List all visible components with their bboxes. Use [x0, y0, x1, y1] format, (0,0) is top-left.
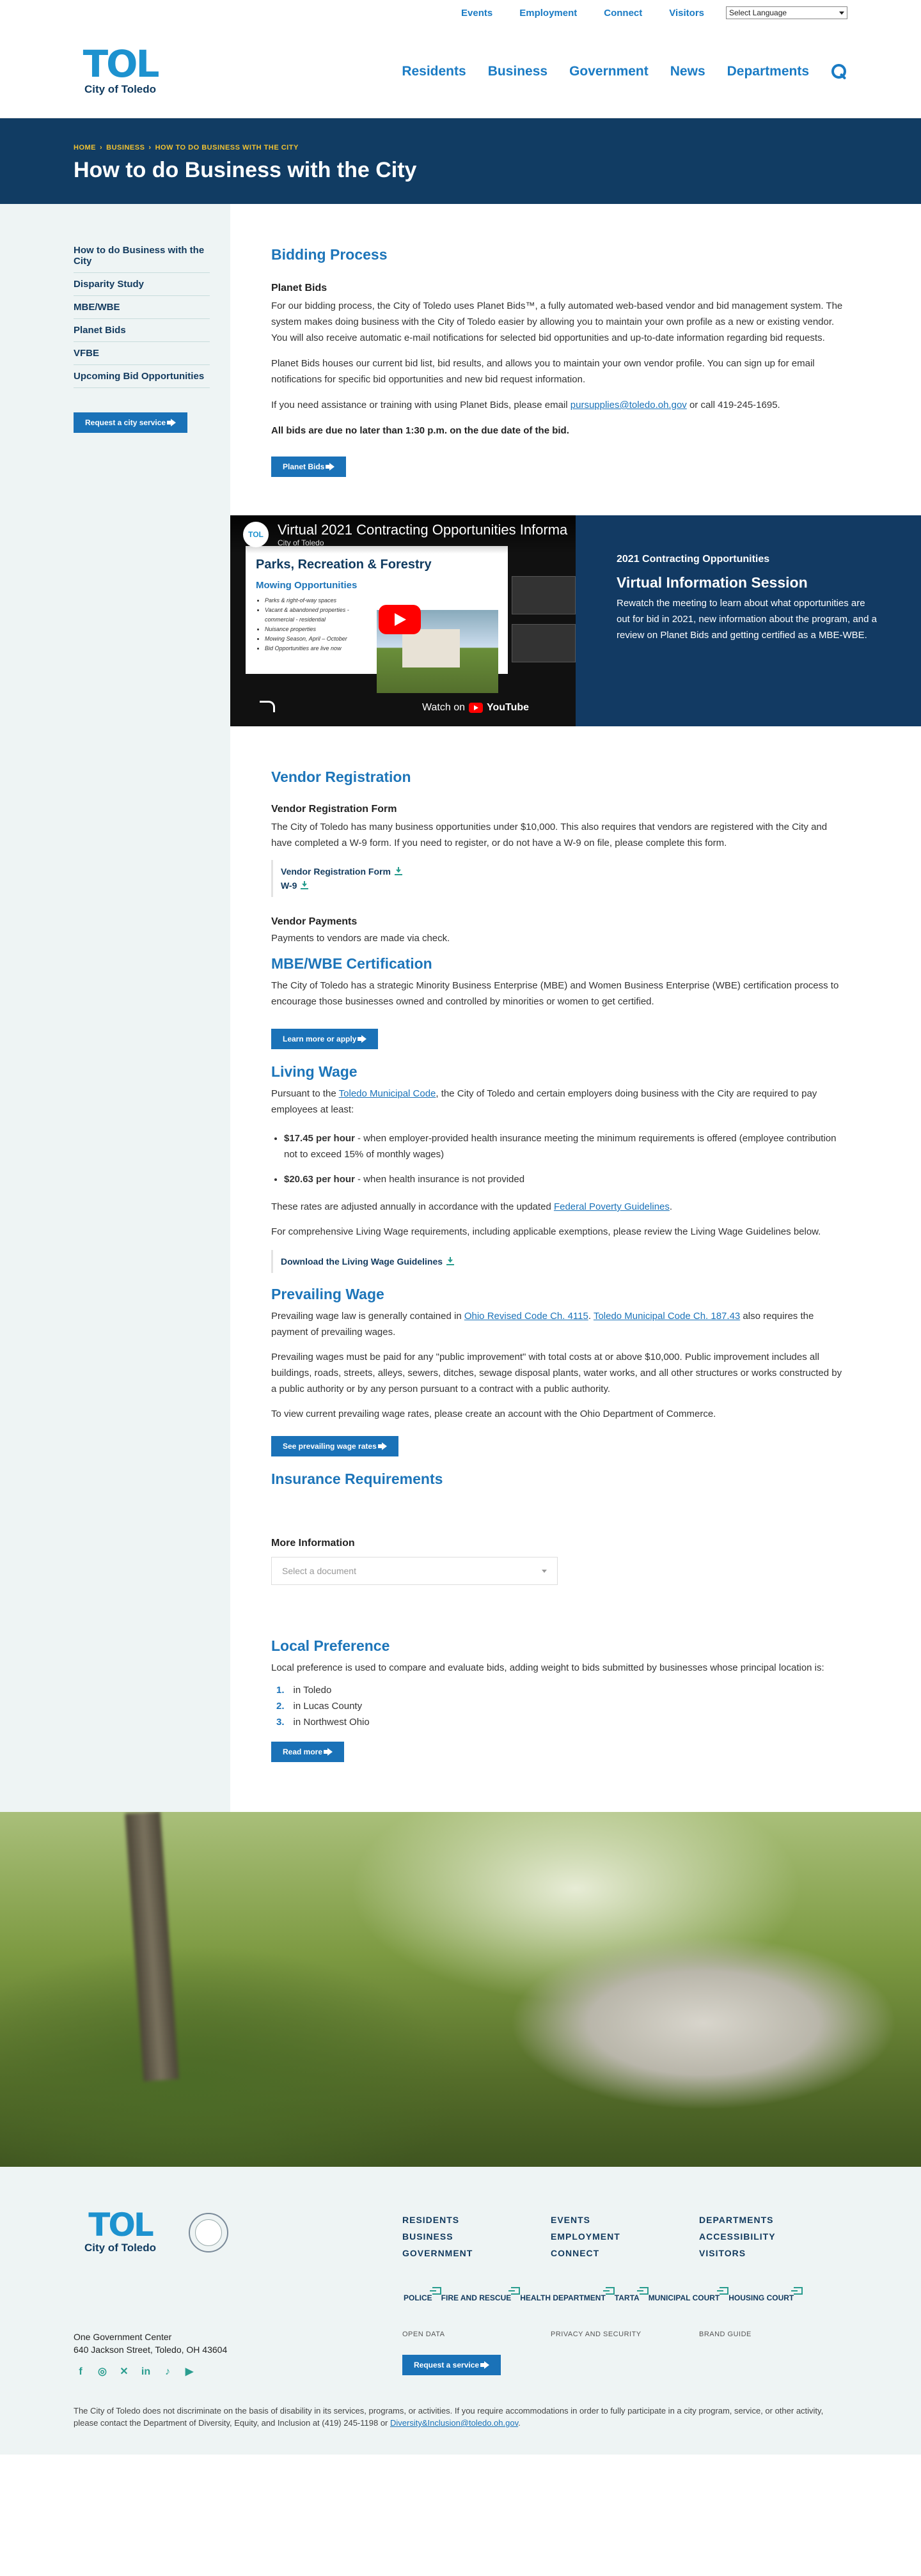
bidding-p3-pre: If you need assistance or training with using Planet Bids, please email [271, 400, 571, 410]
prevailing-p1 [271, 1308, 844, 1340]
video-wrapper [230, 477, 921, 726]
video-channel: City of Toledo [278, 538, 324, 547]
download-label: Vendor Registration Form [281, 866, 391, 877]
search-icon[interactable] [831, 63, 847, 80]
footer-logo[interactable] [74, 2206, 167, 2254]
vendor-title: Vendor Registration [271, 769, 411, 785]
wage-list [271, 1130, 844, 1187]
x-twitter-icon[interactable]: ✕ [120, 2366, 129, 2377]
wage-item-uninsured [284, 1171, 844, 1187]
page-hero [0, 118, 921, 204]
living-wage-p2 [271, 1199, 844, 1215]
breadcrumb-separator: › [148, 144, 152, 152]
content-layout-2 [0, 726, 921, 1812]
footer-address [74, 2330, 402, 2379]
living-p2-pre: These rates are adjusted annually in accordance with the updated [271, 1201, 554, 1212]
footer-link-columns [402, 2212, 847, 2261]
living-wage-guidelines-download[interactable] [281, 1256, 844, 1267]
bidding-paragraph-2: Planet Bids houses our current bid list, bid results, and allows you to maintain your own vendor profile. You can sign up for email notifications for specific bid opportunities and new bid request information. [271, 358, 815, 385]
quick-link-municipal-court[interactable] [649, 2287, 729, 2309]
chevron-down-icon [542, 1570, 547, 1573]
living-wage-downloads [271, 1250, 844, 1273]
bidding-section [230, 204, 921, 477]
language-select[interactable] [726, 6, 847, 19]
quick-link-tarta[interactable] [615, 2287, 649, 2309]
prevailing-p1-pre: Prevailing wage law is generally contained in [271, 1311, 464, 1322]
federal-poverty-guidelines-link[interactable]: Federal Poverty Guidelines [553, 1201, 670, 1212]
toledo-municipal-code-link[interactable]: Toledo Municipal Code [338, 1088, 436, 1099]
nav-news[interactable]: News [670, 64, 705, 79]
quick-link-label: POLICE [404, 2293, 432, 2302]
wage-rate-uninsured: $20.63 per hour [284, 1174, 355, 1185]
video-slide [246, 546, 508, 674]
footer-link-business[interactable]: BUSINESS [402, 2231, 453, 2242]
util-link-connect[interactable]: Connect [604, 7, 643, 19]
external-link-icon [606, 2287, 615, 2295]
read-more-label: Read more [283, 1747, 323, 1756]
bidding-paragraph-1: For our bidding process, the City of Toledo uses Planet Bids™, a fully automated web-based vendor and bid management system. The system makes doing business with the City of Toledo easier by allowing you to maintain your own profile as a new or existing vendor. You will also receive automatic e-mail notifications for selected bid opportunities and up-to-date information regarding bid requests. [271, 301, 843, 343]
mbe-text: The City of Toledo has a strategic Minority Business Enterprise (MBE) and Women Business Enterprise (WBE) certification process to encourage those businesses owned and controlled by minorities or women to get certified. [271, 980, 839, 1007]
video-title-bar [230, 515, 576, 554]
wage-item-insured [284, 1130, 844, 1162]
request-service-button[interactable] [402, 2355, 501, 2375]
quick-link-label: TARTA [614, 2293, 640, 2302]
quick-link-fire-rescue[interactable] [441, 2287, 521, 2309]
video-kicker: 2021 Contracting Opportunities [617, 554, 770, 565]
nav-residents[interactable]: Residents [402, 64, 466, 79]
more-information-title: More Information [271, 1538, 355, 1549]
local-preference-item: 1. in Toledo [276, 1685, 332, 1696]
wage-desc-insured: - when employer-provided health insurance meeting the minimum requirements is offered (employee contribution not to exceed 15% of monthly wages) [284, 1133, 837, 1160]
planet-bids-button[interactable] [271, 457, 346, 477]
quick-link-health-department[interactable] [520, 2287, 615, 2309]
w9-download[interactable] [281, 880, 844, 891]
sidebar-item-disparity-study[interactable]: Disparity Study [74, 273, 210, 296]
vendor-form-text: The City of Toledo has many business opportunities under $10,000. This also requires that vendors are registered with the City and have completed a W-9 form. If you need to register, or do not have a W-9 on file, please complete this form. [271, 822, 828, 848]
youtube-icon[interactable]: ▶ [185, 2366, 194, 2377]
breadcrumb-separator: › [100, 144, 103, 152]
brand-guide-link[interactable]: BRAND GUIDE [699, 2330, 752, 2338]
planet-bids-button-label: Planet Bids [283, 462, 325, 471]
video-title[interactable]: Virtual 2021 Contracting Opportunities Informa [278, 522, 568, 538]
social-links [74, 2365, 402, 2379]
request-city-service-button[interactable] [74, 412, 187, 433]
living-wage-p3: For comprehensive Living Wage requirements, including applicable exemptions, please review the Living Wage Guidelines below. [271, 1226, 821, 1237]
download-label: Download the Living Wage Guidelines [281, 1256, 443, 1267]
privacy-security-link[interactable]: PRIVACY AND SECURITY [551, 2330, 642, 2338]
local-preference-title: Local Preference [271, 1637, 390, 1654]
arrow-right-icon [484, 2361, 489, 2369]
quick-link-housing-court[interactable] [728, 2287, 803, 2309]
youtube-video-player[interactable] [230, 515, 576, 726]
speaker-camera [512, 624, 576, 662]
slide-subtitle: Mowing Opportunities [256, 580, 358, 591]
share-icon[interactable] [260, 701, 275, 712]
sidebar-item-upcoming-bids[interactable]: Upcoming Bid Opportunities [74, 365, 210, 388]
external-link-icon [794, 2287, 803, 2295]
arrow-right-icon [171, 419, 176, 426]
download-icon [301, 882, 308, 889]
footer-col-2 [551, 2212, 699, 2261]
disclaimer-end: . [518, 2418, 521, 2428]
breadcrumb-current: HOW TO DO BUSINESS WITH THE CITY [155, 144, 299, 152]
slide-list-item: • Bid Opportunities are live now [265, 644, 374, 653]
footer-link-accessibility[interactable]: ACCESSIBILITY [699, 2231, 776, 2242]
prevailing-wage-title: Prevailing Wage [271, 1286, 384, 1302]
video-section [230, 515, 921, 726]
planet-bids-subtitle: Planet Bids [271, 283, 327, 293]
watch-on-youtube[interactable] [422, 702, 529, 714]
footer-disclaimer [74, 2405, 847, 2429]
quick-link-label: HOUSING COURT [728, 2293, 794, 2302]
park-photo-banner [0, 1812, 921, 2167]
open-data-link[interactable]: OPEN DATA [402, 2330, 445, 2338]
page-title: How to do Business with the City [74, 158, 417, 182]
util-link-employment[interactable]: Employment [519, 7, 578, 19]
prevailing-wage-section [230, 1273, 921, 1456]
vendor-downloads [271, 860, 844, 897]
living-p1-pre: Pursuant to the [271, 1088, 339, 1099]
slide-list-item: • Nuisance properties [265, 625, 374, 634]
logo-mark: TOL [88, 2206, 152, 2244]
mbe-title: MBE/WBE Certification [271, 955, 432, 972]
external-link-icon [720, 2287, 728, 2295]
main-nav [402, 63, 847, 80]
footer-link-connect[interactable]: CONNECT [551, 2248, 600, 2258]
footer-link-events[interactable]: EVENTS [551, 2215, 591, 2225]
footer-link-employment[interactable]: EMPLOYMENT [551, 2231, 620, 2242]
read-more-button[interactable] [271, 1742, 344, 1762]
footer-col-1 [402, 2212, 551, 2261]
vendor-payments-title: Vendor Payments [271, 916, 358, 927]
footer-brand [74, 2206, 402, 2254]
footer-link-residents[interactable]: RESIDENTS [402, 2215, 460, 2225]
local-preference-item: 3. in Northwest Ohio [276, 1717, 370, 1728]
video-layout [0, 477, 921, 726]
ohio-revised-code-link[interactable]: Ohio Revised Code Ch. 4115 [464, 1311, 588, 1322]
vendor-section [230, 726, 921, 946]
document-select[interactable] [271, 1557, 558, 1585]
site-logo[interactable] [74, 42, 167, 96]
wage-desc-uninsured: - when health insurance is not provided [354, 1174, 525, 1185]
living-wage-title: Living Wage [271, 1063, 358, 1080]
address-line-1: One Government Center [74, 2332, 172, 2342]
sidebar-spacer [0, 477, 230, 726]
content-layout [0, 204, 921, 477]
vendor-payments-text: Payments to vendors are made via check. [271, 933, 450, 944]
video-info-description: Rewatch the meeting to learn about what opportunities are out for bid in 2021, new information about the program, and a review on Planet Bids and getting certified as a MBE-WBE. [617, 598, 877, 641]
external-link-icon [511, 2287, 520, 2295]
prevailing-p1-post: also requires the payment of prevailing wages. [271, 1311, 814, 1338]
local-preference-item-label: in Toledo [293, 1685, 332, 1696]
breadcrumb [74, 144, 847, 152]
disclaimer-text: The City of Toledo does not discriminate on the basis of disability in its services, programs, or activities. If you require accommodations in order to fully participate in a city program, service, or other activity, please contact the Department of Diversity, Equity, and Inclusion at (419) 245-1198 or [74, 2406, 824, 2428]
living-p1-post: , the City of Toledo and certain employers doing business with the City are required to pay employees at least: [271, 1088, 817, 1115]
instagram-icon[interactable]: ◎ [98, 2366, 107, 2377]
document-select-placeholder: Select a document [282, 1566, 356, 1576]
language-select-label: Select Language [729, 8, 787, 17]
facebook-icon[interactable]: f [79, 2366, 83, 2377]
insurance-title: Insurance Requirements [271, 1471, 443, 1487]
util-link-visitors[interactable]: Visitors [669, 7, 704, 19]
slide-list-item: • Vacant & abandoned properties - commercial - residential [265, 605, 374, 625]
utility-bar [0, 0, 921, 26]
footer-link-departments[interactable]: DEPARTMENTS [699, 2215, 774, 2225]
arrow-right-icon [327, 1748, 333, 1756]
footer-link-visitors[interactable]: VISITORS [699, 2248, 746, 2258]
linkedin-icon[interactable]: in [141, 2366, 151, 2377]
nav-government[interactable]: Government [569, 64, 649, 79]
youtube-label: YouTube [487, 702, 530, 713]
prevailing-p1-mid: . [588, 1311, 594, 1322]
learn-more-apply-label: Learn more or apply [283, 1034, 357, 1043]
prevailing-wage-rates-button[interactable] [271, 1436, 398, 1456]
logo-subtitle: City of Toledo [84, 83, 157, 95]
arrow-right-icon [361, 1035, 366, 1043]
main-content-2 [230, 726, 921, 1812]
video-info-title: Virtual Information Session [617, 574, 808, 591]
video-title-block [278, 522, 567, 547]
video-info [576, 515, 921, 726]
sidebar-item-vfbe[interactable]: VFBE [74, 342, 210, 365]
footer-secondary [402, 2330, 847, 2379]
bids-due-note: All bids are due no later than 1:30 p.m. on the due date of the bid. [271, 425, 569, 436]
prevailing-wage-rates-label: See prevailing wage rates [283, 1442, 377, 1451]
footer-top [74, 2206, 847, 2261]
insurance-section [230, 1456, 921, 1585]
local-preference-item-label: in Lucas County [293, 1701, 363, 1712]
footer-col-3 [699, 2212, 847, 2261]
bidding-title: Bidding Process [271, 246, 388, 263]
footer-quick-links [404, 2287, 849, 2309]
local-preference-section [230, 1585, 921, 1812]
prevailing-p2: Prevailing wages must be paid for any "public improvement" with total costs at or above $10,000. Public improvement includes all buildings, roads, streets, alleys, sewers, ditches, sewage disposal plants, water works, and all other structures or works constructed by a public authority or by any person pursuant to a contract with a public authority. [271, 1352, 842, 1394]
quick-link-label: MUNICIPAL COURT [648, 2293, 720, 2302]
living-wage-p1 [271, 1086, 844, 1118]
download-icon [446, 1258, 454, 1265]
arrow-right-icon [382, 1442, 387, 1450]
wage-rate-insured: $17.45 per hour [284, 1133, 355, 1144]
util-link-events[interactable]: Events [461, 7, 493, 19]
request-city-service-label: Request a city service [85, 418, 166, 427]
download-label: W-9 [281, 880, 297, 891]
slide-title: Parks, Recreation & Forestry [256, 558, 432, 572]
nav-departments[interactable]: Departments [727, 64, 809, 79]
breadcrumb-home[interactable]: HOME [74, 144, 96, 152]
chevron-down-icon [839, 12, 844, 15]
tree-trunk [125, 1812, 178, 2081]
local-preference-list [271, 1682, 844, 1730]
slide-list-item: • Parks & right-of-way spaces [265, 596, 374, 605]
sidebar-item-planet-bids[interactable]: Planet Bids [74, 319, 210, 342]
site-header [0, 26, 921, 118]
diversity-inclusion-email-link[interactable]: Diversity&Inclusion@toledo.oh.gov [390, 2418, 519, 2428]
sidebar-spacer [0, 726, 230, 1812]
watch-on-label: Watch on [422, 702, 465, 713]
local-preference-item-label: in Northwest Ohio [293, 1717, 370, 1728]
bidding-p3-post: or call 419-245-1695. [686, 400, 780, 410]
footer-middle [74, 2330, 847, 2379]
living-p2-post: . [669, 1201, 673, 1212]
sidebar [0, 204, 230, 477]
external-link-icon [432, 2287, 441, 2295]
local-preference-text: Local preference is used to compare and evaluate bids, adding weight to bids submitted by businesses whose principal location is: [271, 1662, 824, 1673]
sidebar-nav [74, 245, 210, 388]
local-preference-item: 2. in Lucas County [276, 1701, 363, 1712]
footer-link-government[interactable]: GOVERNMENT [402, 2248, 473, 2258]
interpreter-camera [512, 576, 576, 614]
sidebar-item-mbe-wbe[interactable]: MBE/WBE [74, 296, 210, 319]
quick-link-label: HEALTH DEPARTMENT [520, 2293, 606, 2302]
arrow-right-icon [329, 463, 335, 471]
breadcrumb-business[interactable]: BUSINESS [106, 144, 145, 152]
external-link-icon [640, 2287, 649, 2295]
vendor-form-title: Vendor Registration Form [271, 804, 397, 815]
address-line-2: 640 Jackson Street, Toledo, OH 43604 [74, 2345, 228, 2355]
youtube-logo-icon [469, 703, 483, 713]
main-content [230, 204, 921, 477]
quick-link-label: FIRE AND RESCUE [441, 2293, 512, 2302]
sidebar-item-how-to-do-business[interactable]: How to do Business with the City [74, 245, 210, 273]
toledo-municipal-code-187-link[interactable]: Toledo Municipal Code Ch. 187.43 [593, 1311, 741, 1322]
vendor-registration-form-download[interactable] [281, 866, 844, 877]
city-seal-icon [189, 2213, 228, 2252]
living-wage-section [230, 1049, 921, 1273]
footer-small-links [402, 2330, 847, 2338]
pursupplies-email-link[interactable]: pursupplies@toledo.oh.gov [570, 400, 687, 410]
logo-subtitle: City of Toledo [84, 2242, 157, 2254]
site-footer [0, 2167, 921, 2455]
quick-link-police[interactable] [404, 2287, 441, 2309]
slide-list-item: • Mowing Season, April – October [265, 634, 374, 644]
nav-business[interactable]: Business [487, 64, 548, 79]
learn-more-apply-button[interactable] [271, 1029, 378, 1049]
slide-list [265, 596, 374, 653]
channel-avatar[interactable]: TOL [243, 522, 269, 547]
bidding-paragraph-3 [271, 397, 844, 413]
prevailing-p3: To view current prevailing wage rates, please create an account with the Ohio Department of Commerce. [271, 1409, 716, 1419]
download-icon [395, 868, 402, 875]
mbe-section [230, 946, 921, 1049]
logo-mark: TOL [83, 42, 158, 86]
request-service-label: Request a service [414, 2361, 480, 2369]
tiktok-icon[interactable]: ♪ [165, 2366, 170, 2377]
play-button-icon[interactable] [379, 605, 421, 634]
